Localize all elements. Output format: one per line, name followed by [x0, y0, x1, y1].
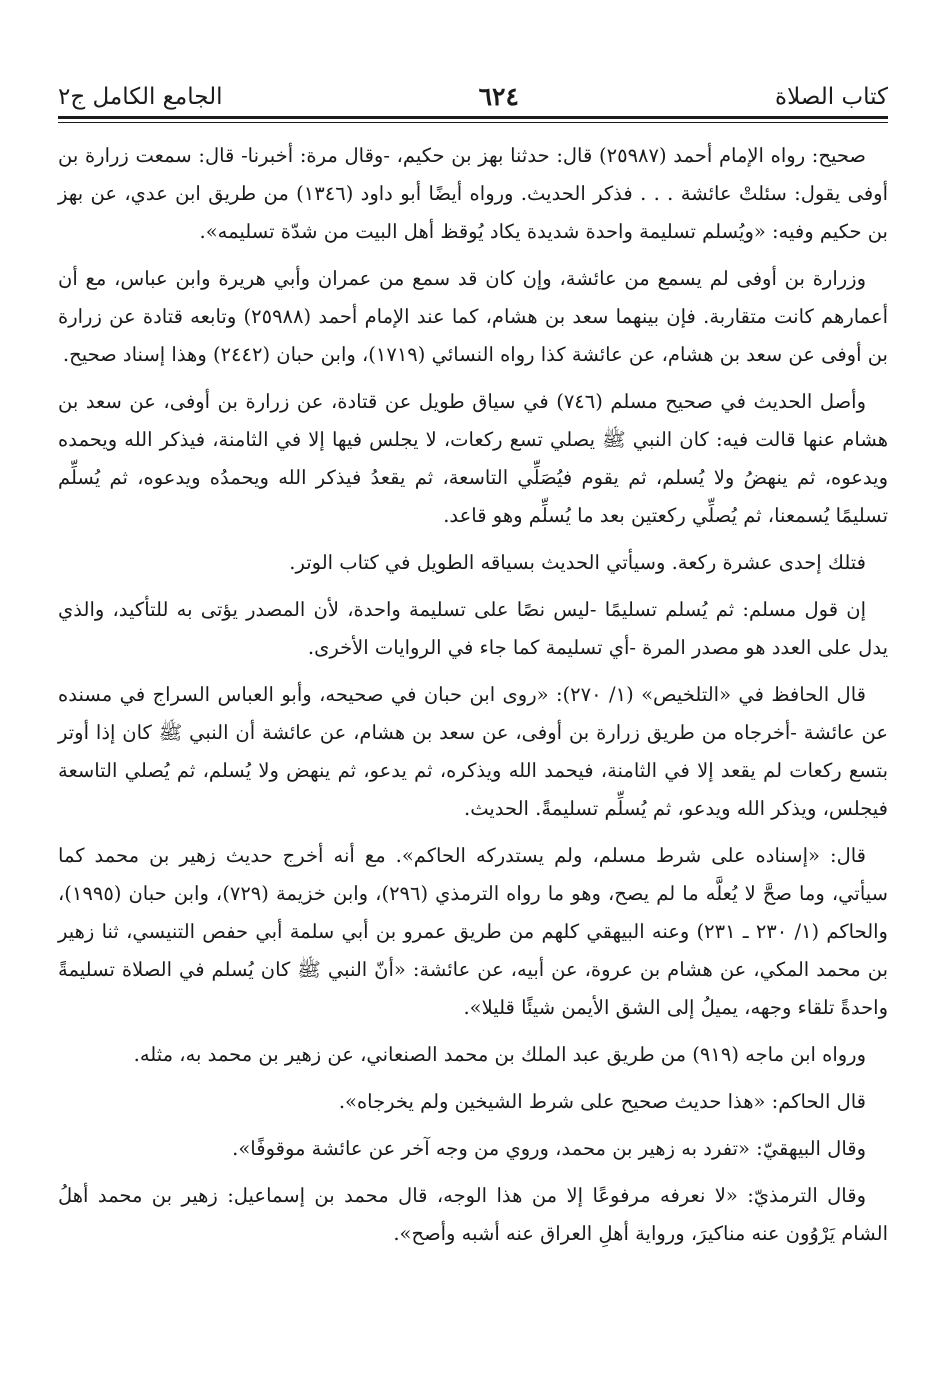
book-title: الجامع الكامل ج٢: [58, 84, 223, 110]
paragraph-9: قال الحاكم: «هذا حديث صحيح على شرط الشيخين ولم يخرجاه».: [338, 1090, 866, 1113]
paragraph-1: صحيح: رواه الإمام أحمد (٢٥٩٨٧) قال: حدثنا بهز بن حكيم، -وقال مرة: أخبرنا- قال: سمعت زرارة بن أوفى يقول: سئلتْ عائشة . . . فذكر الحديث. ورواه أيضًا أبو داود (١٣٤٦) من طريق ابن عدي، عن بهز بن حكيم وفيه: «ويُسلم تسليمة واحدة شديدة يكاد يُوقظ أهل البيت من شدّة تسليمه».: [58, 144, 889, 243]
running-header: [58, 70, 888, 112]
paragraph-3: وأصل الحديث في صحيح مسلم (٧٤٦) في سياق طويل عن قتادة، عن زرارة بن أوفى، عن سعد بن هشام عنها قالت فيه: كان النبي ﷺ يصلي تسع ركعات، لا يجلس فيها إلا في الثامنة، فيذكر الله ويحمده ويدعوه، ثم ينهضُ ولا يُسلم، ثم يقوم فيُصَلِّي التاسعة، ثم يقعدُ فيذكر الله ويحمدُه ويدعوه، ثم يُسلِّم تسليمًا يُسمعنا، ثم يُصلِّي ركعتين بعد ما يُسلِّم وهو قاعد.: [58, 390, 888, 527]
chapter-title: كتاب الصلاة: [775, 84, 888, 110]
book-page: [58, 70, 888, 1354]
page-body: [58, 137, 888, 1253]
header-rule-thin: [58, 122, 888, 123]
paragraph-11: وقال الترمذيّ: «لا نعرفه مرفوعًا إلا من هذا الوجه، قال محمد بن إسماعيل: زهير بن محمد أهلُ الشام يَرْوُون عنه مناكيرَ، ورواية أهلِ العراق عنه أشبه وأصح».: [58, 1184, 888, 1245]
header-rule-thick: [58, 116, 888, 119]
paragraph-8: ورواه ابن ماجه (٩١٩) من طريق عبد الملك بن محمد الصنعاني، عن زهير بن محمد به، مثله.: [133, 1043, 866, 1066]
paragraph-7: قال: «إسناده على شرط مسلم، ولم يستدركه الحاكم». مع أنه أخرج حديث زهير بن محمد كما سيأتي، وما صحَّ لا يُعلَّه ما لم يصح، وهو ما رواه الترمذي (٢٩٦)، وابن خزيمة (٧٢٩)، وابن حبان (١٩٩٥)، والحاكم (١/ ٢٣٠ ـ ٢٣١) وعنه البيهقي كلهم من طريق عمرو بن أبي سلمة أبي حفص التنيسي، ثنا زهير بن محمد المكي، عن هشام بن عروة، عن أبيه، عن عائشة: «أنّ النبي ﷺ كان يُسلم في الصلاة تسليمةً واحدةً تلقاء وجهه، يميلُ إلى الشق الأيمن شيئًا قليلا».: [58, 844, 889, 1019]
paragraph-2: وزرارة بن أوفى لم يسمع من عائشة، وإن كان قد سمع من عمران وأبي هريرة وابن عباس، مع أن أعمارهم كانت متقاربة. فإن بينهما سعد بن هشام، كما عند الإمام أحمد (٢٥٩٨٨) وتابعه قتادة عن زرارة بن أوفى عن سعد بن هشام، عن عائشة كذا رواه النسائي (١٧١٩)، وابن حبان (٢٤٤٢) وهذا إسناد صحيح.: [58, 267, 889, 366]
paragraph-5: إن قول مسلم: ثم يُسلم تسليمًا -ليس نصًا على تسليمة واحدة، لأن المصدر يؤتى به للتأكيد، والذي يدل على العدد هو مصدر المرة -أي تسليمة كما جاء في الروايات الأخرى.: [58, 598, 888, 659]
paragraph-10: وقال البيهقيّ: «تفرد به زهير بن محمد، وروي من وجه آخر عن عائشة موقوفًا».: [232, 1137, 866, 1160]
paragraph-6: قال الحافظ في «التلخيص» (١/ ٢٧٠): «روى ابن حبان في صحيحه، وأبو العباس السراج في مسنده عن عائشة -أخرجاه من طريق زرارة بن أوفى، عن سعد بن هشام، عن عائشة أن النبي ﷺ كان إذا أوتر بتسع ركعات لم يقعد إلا في الثامنة، فيحمد الله ويذكره، ثم يدعو، ثم ينهض ولا يُسلم، ثم يُصلي التاسعة فيجلس، ويذكر الله ويدعو، ثم يُسلِّم تسليمةً. الحديث.: [58, 683, 888, 820]
paragraph-4: فتلك إحدى عشرة ركعة. وسيأتي الحديث بسياقه الطويل في كتاب الوتر.: [289, 551, 866, 574]
page-number: ٦٢٤: [478, 82, 519, 111]
